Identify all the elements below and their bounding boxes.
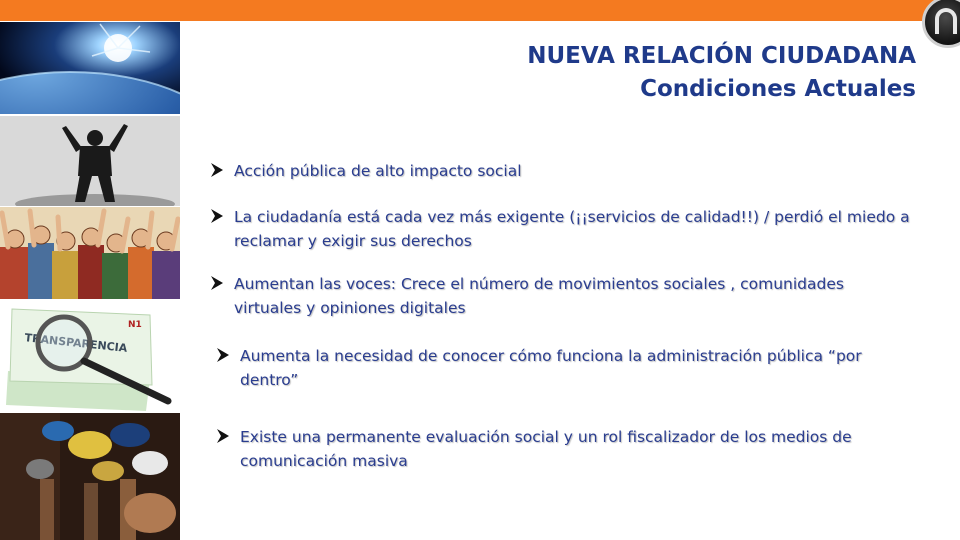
slide-title-block [527,41,916,104]
arrow-bullet-icon [208,160,228,180]
bullet-item [208,159,908,183]
round-logo-icon [922,0,960,48]
arrow-bullet-icon [214,345,234,365]
bullet-item [208,205,913,253]
bullet-item [208,272,913,320]
n1-tag: N1 [128,320,142,330]
arrow-bullet-icon [208,273,228,293]
slide-title: NUEVA RELACIÓN CIUDADANA [527,43,916,69]
arrow-bullet-icon [214,426,234,446]
top-accent-bar [0,0,960,21]
arrow-bullet-icon [208,206,228,226]
bullet-text: Aumenta la necesidad de conocer cómo funciona la administración pública “por dentro” [240,347,862,389]
transparencia-magnifier-photo [0,301,180,411]
photo-column [0,22,180,540]
bullet-item [214,425,914,473]
crowd-painting-photo [0,207,180,299]
bullet-item [214,344,894,392]
bullet-text: Aumentan las voces: Crece el número de movimientos sociales , comunidades virtuales y opiniones digitales [234,275,844,317]
transparencia-label: TRANSPARENCIA [23,331,128,355]
bullet-text: Acción pública de alto impacto social [234,162,522,180]
slide-subtitle: Condiciones Actuales [640,76,916,102]
bullet-text: La ciudadanía está cada vez más exigente (¡¡servicios de calidad!!) / perdió el miedo a reclamar y exigir sus derechos [234,208,910,250]
silhouette-photo [0,116,180,206]
press-microphones-photo [0,413,180,540]
bullet-text: Existe una permanente evaluación social y un rol fiscalizador de los medios de comunicación masiva [240,428,852,470]
earth-impact-photo [0,22,180,114]
